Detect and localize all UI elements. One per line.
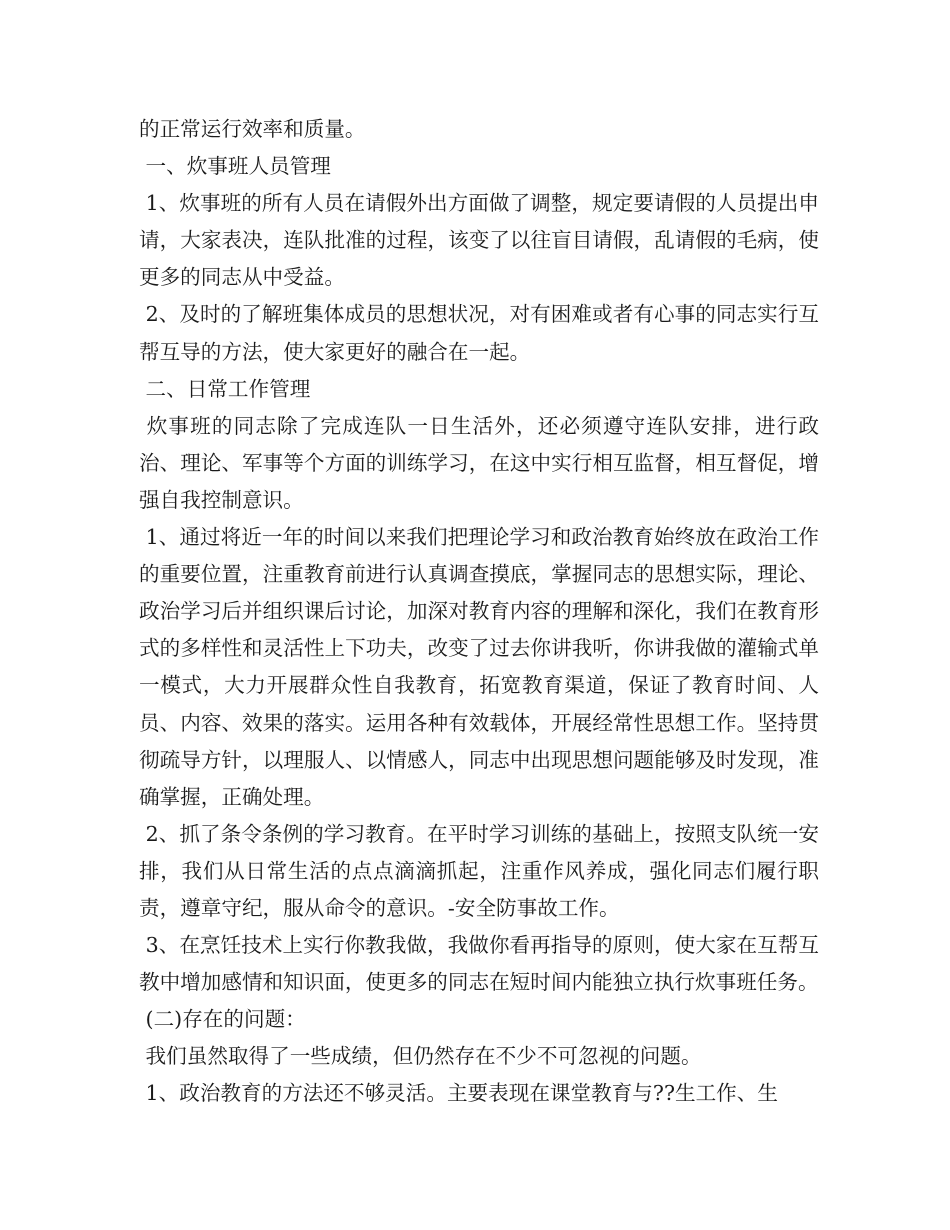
paragraph-education-methods: 1、政治教育的方法还不够灵活。主要表现在课堂教育与??生工作、生	[139, 1081, 778, 1106]
paragraph-cooking-skills: 3、在烹饪技术上实行你教我做，我做你看再指导的原则，使大家在互帮互教中增加感情和知识面，使更多的同志在短时间内能独立执行炊事班任务。	[139, 933, 819, 995]
paragraph-intro-continuation: 的正常运行效率和质量。	[139, 117, 366, 141]
document-body	[139, 111, 819, 1113]
paragraph-regulations-study: 2、抓了条令条例的学习教育。在平时学习训练的基础上，按照支队统一安排，我们从日常生活的点点滴滴抓起，注重作风养成，强化同志们履行职责，遵章守纪，服从命令的意识。-安全防事故工作。	[139, 821, 819, 920]
section-heading-existing-problems: (二)存在的问题：	[139, 1007, 306, 1032]
paragraph-member-thoughts: 2、及时的了解班集体成员的思想状况，对有困难或者有心事的同志实行互帮互导的方法，使大家更好的融合在一起。	[139, 302, 819, 364]
section-heading-daily-work-management: 二、日常工作管理	[139, 376, 311, 401]
paragraph-problems-intro: 我们虽然取得了一些成绩，但仍然存在不少不可忽视的问题。	[139, 1044, 702, 1069]
paragraph-political-education: 1、通过将近一年的时间以来我们把理论学习和政治教育始终放在政治工作的重要位置，注重教育前进行认真调查摸底，掌握同志的思想实际，理论、政治学习后并组织课后讨论，加深对教育内容的理解和深化，我们在教育形式的多样性和灵活性上下功夫，改变了过去你讲我听，你讲我做的灌输式单一模式，大力开展群众性自我教育，拓宽教育渠道，保证了教育时间、人员、内容、效果的落实。运用各种有效载体，开展经常性思想工作。坚持贯彻疏导方针，以理服人、以情感人，同志中出现思想问题能够及时发现，准确掌握，正确处理。	[139, 525, 819, 809]
section-heading-personnel-management: 一、炊事班人员管理	[139, 154, 331, 179]
paragraph-leave-requests: 1、炊事班的所有人员在请假外出方面做了调整，规定要请假的人员提出申请，大家表决，连队批准的过程，该变了以往盲目请假，乱请假的毛病，使更多的同志从中受益。	[139, 191, 819, 290]
paragraph-daily-duties: 炊事班的同志除了完成连队一日生活外，还必须遵守连队安排，进行政治、理论、军事等个方面的训练学习，在这中实行相互监督，相互督促，增强自我控制意识。	[139, 413, 820, 512]
